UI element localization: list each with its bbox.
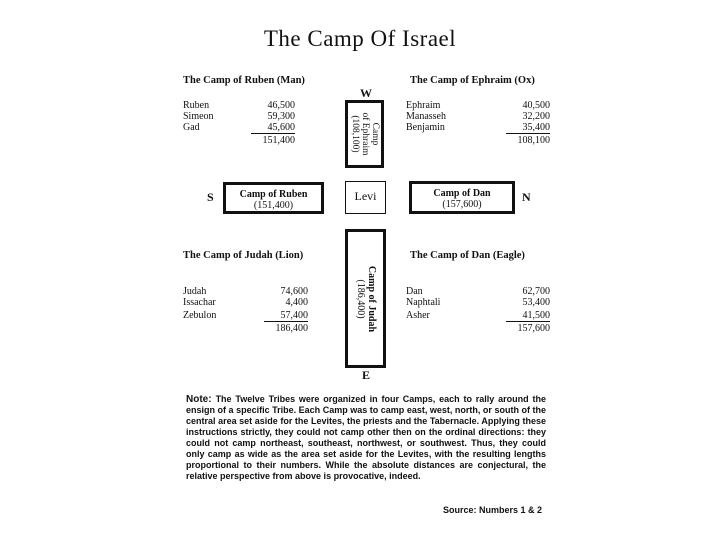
camp-total: 151,400 [251,133,295,146]
camp-ruben-box [223,182,324,214]
note-text: The Twelve Tribes were organized in four Camps, each to rally around the ensign of a specific Tribe. Each Camp was to camp east, west, north, or south of the central area set aside for the Levites, the priests and the Tabernacle. Applying these instructions strictly, they could not camp other then on the ordinal directions: they could not camp northeast, southeast, northwest, or southwest. Thus, they could only camp as wide as the area set aside for the Levites, with the resulting lengths proportional to their numbers. While the absolute distances are conjectural, the relative perspective from above is provocative, indeed. [186,394,546,481]
camp-dan-table [406,286,550,335]
tribe-name: Zebulon [183,310,217,321]
levi-box [345,181,386,214]
tribe-count: 57,400 [280,310,308,321]
tribe-count: 59,300 [267,111,295,122]
table-row [406,111,550,122]
tribe-name: Judah [183,286,207,297]
tribe-count: 46,500 [267,100,295,111]
tribe-count: 41,500 [522,310,550,321]
tribe-name: Asher [406,310,430,321]
table-row [183,297,308,308]
table-row [183,111,295,122]
table-row [183,122,295,133]
tribe-count: 32,200 [522,111,550,122]
tribe-name: Ruben [183,100,210,111]
camp-dan-box-label: Camp of Dan (157,600) [433,188,491,210]
direction-east: E [362,368,371,382]
tribe-name: Simeon [183,111,214,122]
tribe-name: Gad [183,122,200,133]
table-row [183,310,308,321]
levi-label: Levi [354,189,377,203]
source-citation: Source: Numbers 1 & 2 [442,505,542,515]
direction-south: S [207,190,214,204]
camp-ephraim-table [406,100,550,147]
camp-judah-box [345,229,386,368]
tribe-name: Ephraim [406,100,441,111]
tribe-name: Manasseh [406,111,446,122]
direction-north: N [522,190,531,204]
camp-ruben-box-label: Camp of Ruben (151,400) [239,189,308,211]
camp-total: 186,400 [264,321,308,334]
tribe-count: 4,400 [285,297,308,308]
tribe-count: 35,400 [522,122,550,133]
camp-dan-box [409,181,515,214]
table-row [183,286,308,297]
camp-dan-heading: The Camp of Dan (Eagle) [410,250,525,261]
tribe-count: 74,600 [280,286,308,297]
tribe-count: 45,600 [267,122,295,133]
camp-ephraim-box [345,100,384,168]
table-row [406,310,550,321]
tribe-count: 53,400 [522,297,550,308]
tribe-count: 62,700 [522,286,550,297]
camp-total: 108,100 [506,133,550,146]
table-row [183,100,295,111]
tribe-name: Dan [406,286,423,297]
camp-ruben-table [183,100,295,147]
camp-total: 157,600 [506,321,550,334]
table-row [406,286,550,297]
camp-ephraim-heading: The Camp of Ephraim (Ox) [410,75,535,86]
table-row [406,100,550,111]
table-row [406,122,550,133]
camp-ruben-heading: The Camp of Ruben (Man) [183,75,305,86]
note-paragraph [186,394,546,482]
camp-judah-heading: The Camp of Judah (Lion) [183,250,304,261]
camp-judah-table [183,286,308,335]
direction-west: W [360,86,372,100]
tribe-name: Benjamin [406,122,445,133]
tribe-count: 40,500 [522,100,550,111]
table-row [406,297,550,308]
note-label: Note: [186,394,212,405]
camp-ephraim-box-label: Camp of Ephraim (108,100) [349,112,380,156]
page-title: The Camp Of Israel [263,26,457,51]
camp-judah-box-label: Camp of Judah (186,400) [354,265,377,332]
tribe-name: Naphtali [406,297,441,308]
tribe-name: Issachar [183,297,216,308]
